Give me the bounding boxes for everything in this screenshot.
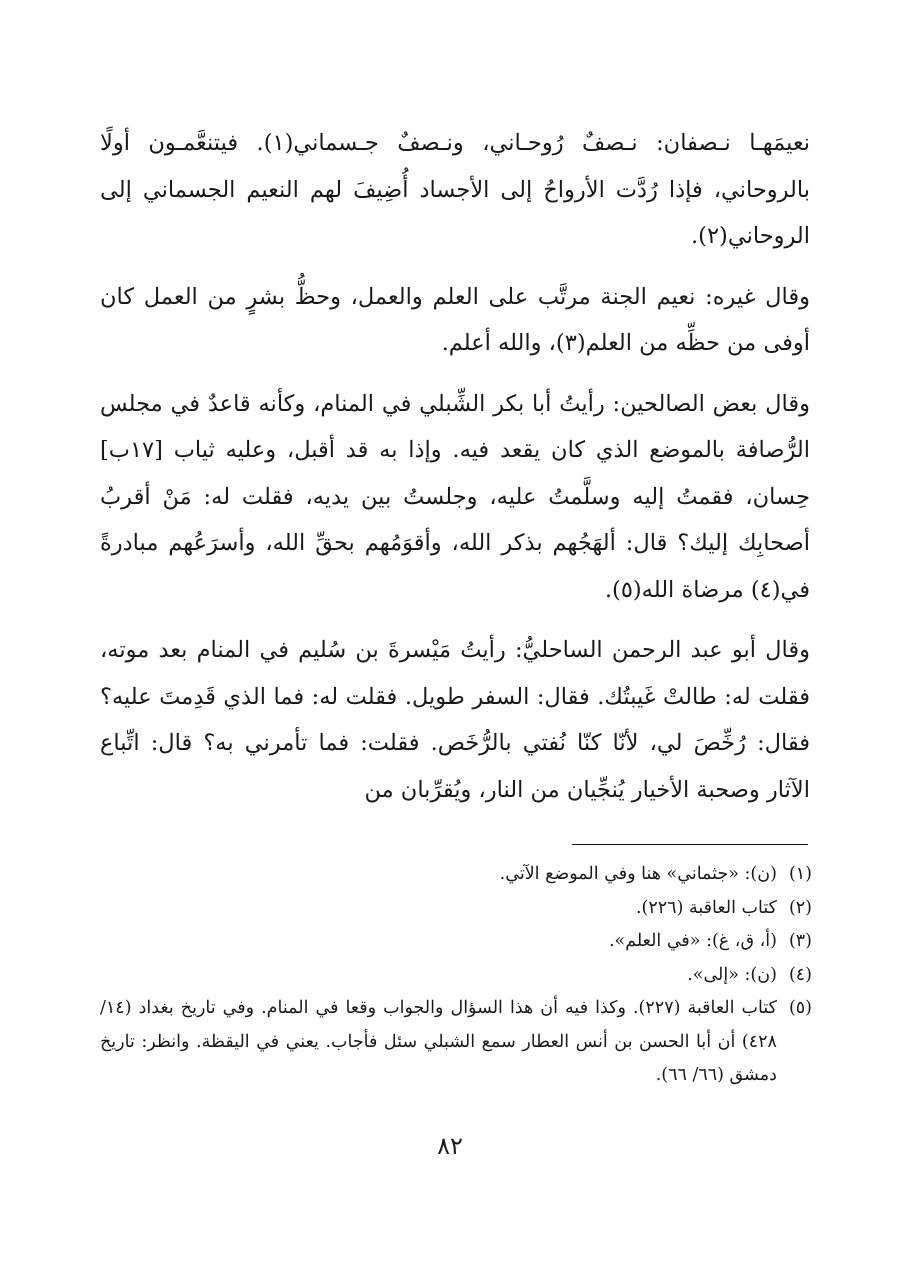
footnote-text: كتاب العاقبة (٢٢٧). وكذا فيه أن هذا السؤال والجواب وقعا في المنام. وفي تاريخ بغداد (١٤/ ٤٢٨) أن أبا الحسن بن أنس العطار سمع الشبلي سئل فأجاب. يعني في اليقظة. وانظر: تاريخ دمشق (٦٦/ ٦٦). bbox=[100, 998, 777, 1085]
footnote-item bbox=[100, 992, 812, 1093]
footnote-divider bbox=[572, 844, 808, 845]
footnote-text: (ن): «جثماني» هنا وفي الموضع الآتي. bbox=[499, 864, 777, 884]
footnotes bbox=[100, 858, 812, 1093]
paragraph: وقال غيره: نعيم الجنة مرتَّب على العلم والعمل، وحظُّ بشرٍ من العمل كان أوفى من حظِّه من العلم(٣)، والله أعلم. bbox=[100, 283, 810, 356]
paragraph: نعيمَهـا نـصفان: نـصفٌ رُوحـاني، ونـصفٌ جـسماني(١). فيتنعَّمـون أولًا بالروحاني، فإذا رُدَّت الأرواحُ إلى الأجساد أُضِيفَ لهم النعيم الجسماني إلى الروحاني(٢). bbox=[100, 130, 810, 249]
main-text bbox=[100, 120, 810, 813]
paragraph: وقال بعض الصالحين: رأيتُ أبا بكر الشِّبلي في المنام، وكأنه قاعدٌ في مجلس الرُّصافة بالموضع الذي كان يقعد فيه. وإذا به قد أقبل، وعليه ثياب [١٧ب] حِسان، فقمتُ إليه وسلَّمتُ عليه، وجلستُ بين يديه، فقلت له: مَنْ أقربُ أصحابِك إليك؟ قال: ألهَجُهم بذكر الله، وأقوَمُهم بحقِّ الله، وأسرَعُهم مبادرةً في(٤) مرضاة الله(٥). bbox=[100, 390, 810, 603]
footnote-item bbox=[100, 959, 812, 993]
footnote-item bbox=[100, 925, 812, 959]
footnote-text: (أ، ق، غ): «في العلم». bbox=[608, 931, 777, 951]
footnote-number: (٣) bbox=[788, 931, 812, 951]
footnote-item bbox=[100, 892, 812, 926]
paragraph: وقال أبو عبد الرحمن الساحليُّ: رأيتُ مَيْسرةَ بن سُليم في المنام بعد موته، فقلت له: طالتْ غَيبتُك. فقال: السفر طويل. فقلت له: فما الذي قَدِمتَ عليه؟ فقال: رُخِّصَ لي، لأنّا كنّا نُفتي بالرُّخَص. فقلت: فما تأمرني به؟ قال: اتِّباع الآثار وصحبة الأخيار يُنجِّيان من النار، ويُقرِّبان من bbox=[100, 637, 810, 803]
page-number: ٨٢ bbox=[437, 1132, 463, 1160]
footnote-number: (١) bbox=[788, 864, 812, 884]
footnote-text: (ن): «إلى». bbox=[687, 964, 777, 985]
footnote-number: (٤) bbox=[788, 964, 812, 985]
footnote-number: (٥) bbox=[788, 998, 812, 1018]
footnote-item bbox=[100, 858, 812, 892]
main-body bbox=[100, 120, 810, 827]
footnote-number: (٢) bbox=[788, 897, 812, 918]
footnote-text: كتاب العاقبة (٢٢٦). bbox=[635, 897, 777, 918]
